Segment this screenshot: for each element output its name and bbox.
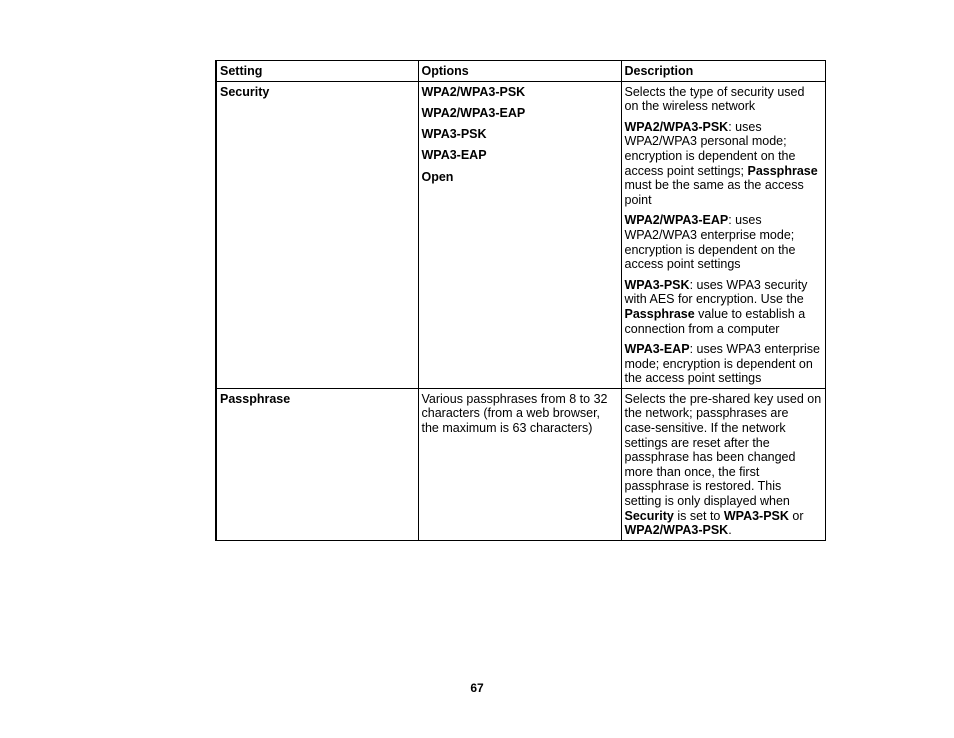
desc-intro: Selects the type of security used on the wireless network (624, 84, 805, 114)
term: WPA2/WPA3-PSK (624, 119, 729, 134)
term: WPA2/WPA3-EAP (624, 213, 729, 228)
description-security (621, 81, 825, 388)
term: WPA3-PSK (723, 508, 789, 523)
term: Passphrase (624, 306, 695, 321)
desc-text: must be the same as the access point (624, 178, 804, 207)
table-header-row (216, 61, 825, 82)
desc-text: or (788, 508, 804, 523)
option-item: WPA2/WPA3-EAP (421, 105, 526, 120)
options-security (418, 81, 621, 388)
setting-security: Security (216, 81, 418, 388)
desc-text: : uses WPA2/WPA3 personal mode; encryption is dependent on the access point settings; (624, 119, 796, 178)
option-item: WPA2/WPA3-PSK (421, 84, 526, 99)
desc-text: value to establish a connection from a computer (624, 306, 806, 336)
desc-text: : uses WPA2/WPA3 enterprise mode; encryption is dependent on the access point settings (624, 213, 796, 272)
desc-text: : uses WPA3 enterprise mode; encryption is dependent on the access point settings (624, 342, 820, 386)
term: Security (624, 508, 674, 523)
option-item: WPA3-EAP (421, 148, 487, 163)
description-passphrase (621, 388, 825, 540)
header-description: Description (621, 61, 825, 82)
desc-text: is set to (673, 508, 724, 523)
desc-text: Selects the pre-shared key used on the network; passphrases are case-sensitive. If the network settings are reset after the passphrase has been changed more than once, the first passphrase is restored. This setting is only displayed when (624, 391, 822, 509)
table-row-security (216, 81, 825, 388)
setting-passphrase: Passphrase (216, 388, 418, 540)
term: WPA3-PSK (624, 277, 690, 292)
term: Passphrase (747, 163, 818, 178)
header-options: Options (418, 61, 621, 82)
option-item: Open (421, 169, 454, 184)
settings-table (215, 60, 826, 541)
desc-wpa3-psk (625, 278, 822, 336)
desc-text: : uses WPA3 security with AES for encryption. Use the (624, 277, 808, 307)
table-row-passphrase (216, 388, 825, 540)
options-passphrase: Various passphrases from 8 to 32 characters (from a web browser, the maximum is 63 characters) (418, 388, 621, 540)
option-item: WPA3-PSK (421, 127, 487, 142)
header-setting: Setting (216, 61, 418, 82)
desc-wpa3-eap (625, 342, 822, 386)
term: WPA2/WPA3-PSK (624, 523, 729, 538)
page-number: 67 (470, 681, 484, 695)
term: WPA3-EAP (624, 342, 690, 357)
desc-text: . (728, 523, 732, 538)
desc-wpa2-wpa3-eap (625, 213, 822, 271)
desc-wpa2-wpa3-psk (625, 120, 822, 208)
